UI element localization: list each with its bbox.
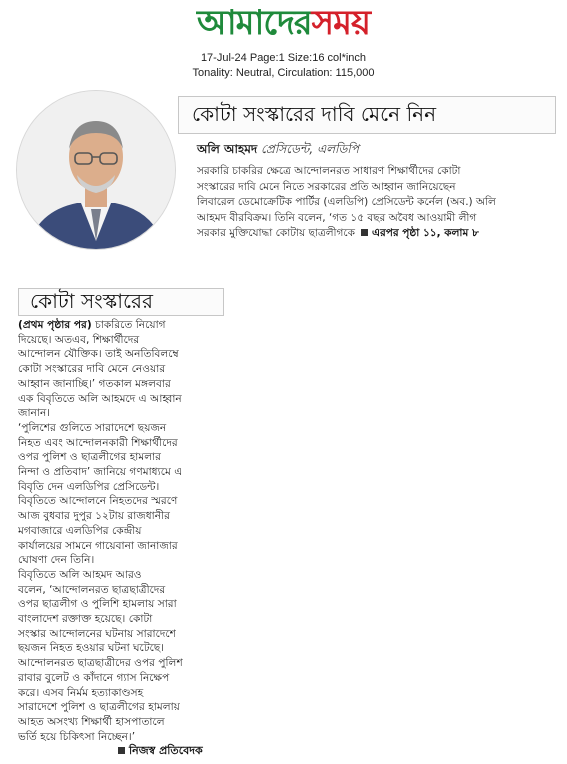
- body-line: আন্দোলনরত ছাত্রছাত্রীদের ওপর পুলিশ: [18, 657, 183, 670]
- lead-line: লিবারেল ডেমোক্রেটিক পার্টির (এলডিপি) প্রেসিডেন্ট কর্নেল (অব.) অলি: [197, 196, 496, 209]
- square-bullet-icon: [361, 229, 368, 236]
- lead-line-last: [197, 226, 557, 242]
- article-lead: [197, 164, 557, 242]
- body-line: ছয়জন নিহত হওয়ার ঘটনা ঘটেছে।: [18, 642, 165, 655]
- body-line: সারাদেশে পুলিশ ও ছাত্রলীগের হামলায়: [18, 701, 180, 714]
- clip-meta-line-1: 17-Jul-24 Page:1 Size:16 col*inch: [200, 52, 367, 64]
- body-line: জানান।: [18, 407, 51, 420]
- body-line: ওপর পুলিশ ও ছাত্রলীগের হামলার: [18, 451, 162, 464]
- body-line: বিবৃতিতে অলি আহমদ আরও: [18, 568, 142, 581]
- portrait-photo: [16, 90, 176, 250]
- body-line: রাবার বুলেট ও কাঁদানে গ্যাস নিক্ষেপ: [18, 671, 170, 684]
- body-line: বিবৃতি দেন এলডিপির প্রেসিডেন্ট।: [18, 480, 160, 493]
- continuation-body: [18, 318, 225, 744]
- byline-name: অলি আহমদ: [197, 142, 258, 156]
- body-line: আহত অসংখ্য শিক্ষার্থী হাসপাতালে: [18, 715, 165, 728]
- body-line: ওপর ছাত্রলীগ ও পুলিশি হামলায় সারা: [18, 598, 177, 611]
- body-line: বিবৃতিতে আন্দোলনে নিহতদের স্মরণে: [18, 495, 178, 508]
- reporter-credit: [118, 742, 203, 761]
- body-line-first: [18, 318, 225, 333]
- article-headline: কোটা সংস্কারের দাবি মেনে নিন: [192, 102, 437, 126]
- body-line: কার্যালয়ের সামনে গায়েবানা জানাজার: [18, 539, 178, 552]
- body-line: সংস্কার আন্দোলনের ঘটনায় সারাদেশে: [18, 627, 176, 640]
- body-line: ভর্তি হয়ে চিকিৎসা নিচ্ছেন।’: [18, 730, 136, 743]
- body-line: ‘পুলিশের গুলিতে সারাদেশে ছয়জন: [18, 421, 167, 434]
- continued-reference-text: এরপর পৃষ্ঠা ১১, কলাম ৮: [371, 227, 479, 240]
- byline-title: প্রেসিডেন্ট, এলডিপি: [261, 142, 359, 156]
- body-line: নিহত এবং আন্দোলনকারী শিক্ষার্থীদের: [18, 436, 178, 449]
- continued-reference: [355, 227, 479, 239]
- body-line: মগবাজারে এলডিপির কেন্দ্রীয়: [18, 524, 142, 537]
- portrait-illustration: [17, 91, 175, 249]
- byline: [197, 140, 359, 158]
- body-line: চাকরিতে নিয়োগ: [91, 319, 166, 331]
- body-line: দিয়েছে। অতএব, শিক্ষার্থীদের: [18, 333, 140, 346]
- body-line: এক বিবৃতিতে অলি আহমদে এ আহ্বান: [18, 392, 182, 405]
- body-line: করে। এসব নির্মম হত্যাকাণ্ডসহ: [18, 686, 144, 699]
- clip-meta-line-2: Tonality: Neutral, Circulation: 115,000: [192, 67, 375, 79]
- lead-line: আহমদ বীরবিক্রম। তিনি বলেন, ‘গত ১৫ বছর অবৈধ আওয়ামী লীগ: [197, 211, 477, 224]
- body-line: ঘোষণা দেন তিনি।: [18, 554, 95, 567]
- logo-part-2: সময়: [311, 3, 370, 43]
- lead-line: সরকার মুক্তিযোদ্ধা কোটায় ছাত্রলীগকে: [197, 227, 355, 240]
- body-line: নিন্দা ও প্রতিবাদ’ জানিয়ে গণমাধ্যমে এ: [18, 466, 183, 479]
- lead-line: সরকারি চাকরির ক্ষেত্রে আন্দোলনরত সাধারণ শিক্ষার্থীদের কোটা: [197, 165, 461, 177]
- body-line: বাংলাদেশ রক্তাক্ত হয়েছে। কোটা: [18, 613, 153, 626]
- reporter-name: নিজস্ব প্রতিবেদক: [129, 744, 203, 757]
- body-line: আন্দোলন যৌক্তিক। তাই অনতিবিলম্বে: [18, 348, 179, 361]
- masthead: [0, 0, 567, 48]
- square-bullet-icon: [118, 747, 125, 754]
- continuation-headline: কোটা সংস্কারের: [30, 289, 154, 313]
- logo-part-1: আমাদের: [197, 3, 312, 43]
- newspaper-logo: [197, 2, 370, 44]
- lead-line: সংস্কারের দাবি মেনে নিতে সরকারের প্রতি আহ্বান জানিয়েছেন: [197, 180, 456, 193]
- from-page-label: (প্রথম পৃষ্ঠার পর): [18, 319, 92, 331]
- body-line: আহ্বান জানাচ্ছি।’ গতকাল মঙ্গলবার: [18, 377, 171, 390]
- body-line: কোটা সংস্কারের দাবি মেনে নেওয়ার: [18, 363, 166, 376]
- body-line: বলেন, ‘আন্দোলনরত ছাত্রছাত্রীদের: [18, 583, 166, 596]
- body-line: আজ বুধবার দুপুর ১২টায় রাজধানীর: [18, 510, 170, 523]
